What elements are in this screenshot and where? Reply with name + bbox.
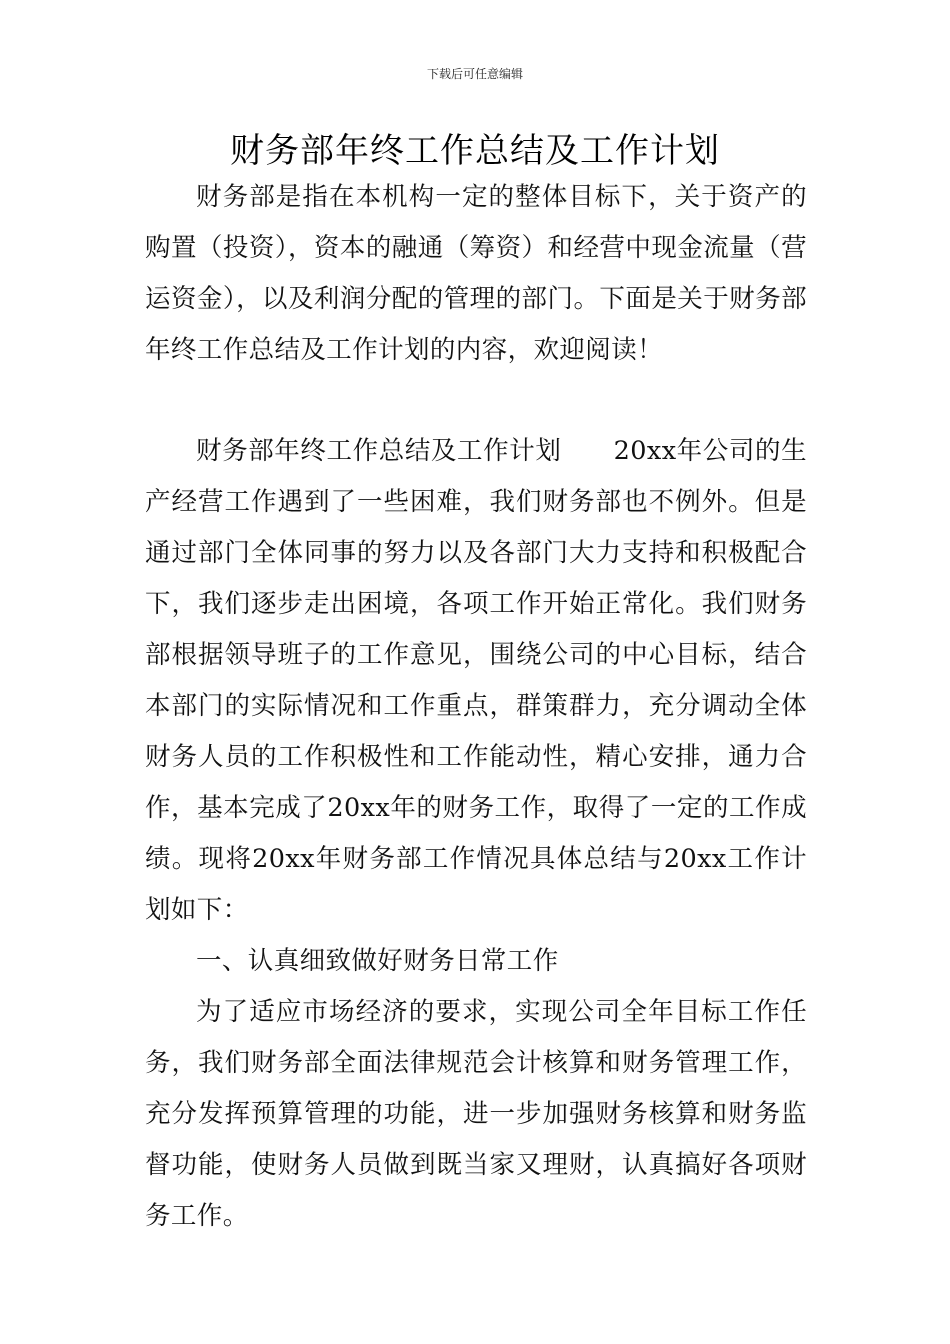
section-paragraph: 为了适应市场经济的要求，实现公司全年目标工作任务，我们财务部全面法律规范会计核算和财务管理工作，充分发挥预算管理的功能，进一步加强财务核算和财务监督功能，使财务人员做到既当家又理财，认真搞好各项财务工作。 [145,997,807,1231]
header-note: 下载后可任意编辑 [426,67,523,81]
section-heading: 一、认真细致做好财务日常工作 [196,946,559,976]
intro-paragraph: 财务部是指在本机构一定的整体目标下，关于资产的购置（投资），资本的融通（筹资）和经营中现金流量（营运资金），以及利润分配的管理的部门。下面是关于财务部年终工作总结及工作计划的内容，欢迎阅读！ [145,182,807,365]
summary-paragraph: 财务部年终工作总结及工作计划 20xx年公司的生产经营工作遇到了一些困难，我们财务部也不例外。但是通过部门全体同事的努力以及各部门大力支持和积极配合下，我们逐步走出困境，各项工作开始正常化。我们财务部根据领导班子的工作意见，围绕公司的中心目标，结合本部门的实际情况和工作重点，群策群力，充分调动全体财务人员的工作积极性和工作能动性，精心安排，通力合作，基本完成了20xx年的财务工作，取得了一定的工作成绩。现将20xx年财务部工作情况具体总结与20xx工作计划如下： [145,436,807,925]
document-title: 财务部年终工作总结及工作计划 [230,131,720,171]
document-body [145,172,807,1242]
paragraph-gap [145,376,807,426]
